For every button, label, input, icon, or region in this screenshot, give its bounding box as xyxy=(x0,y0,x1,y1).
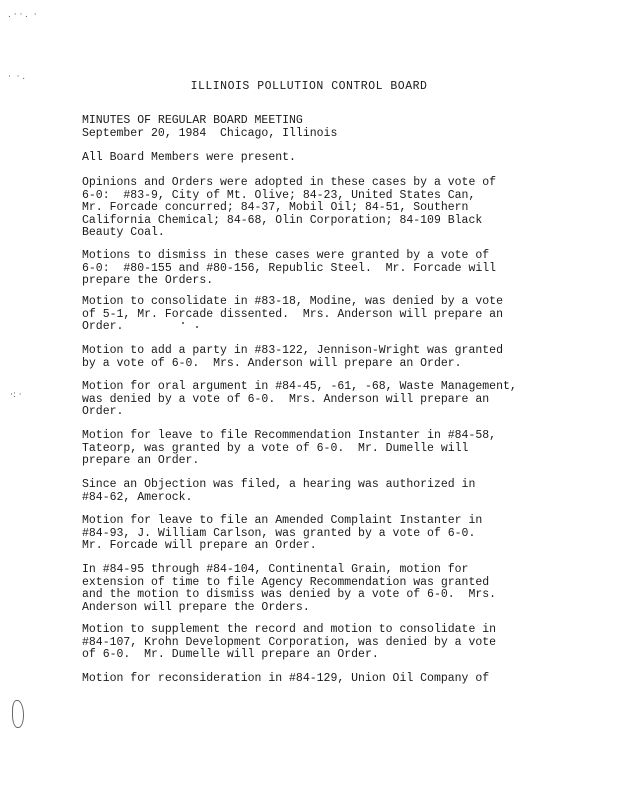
paragraph-line: 6-0: #80-155 and #80-156, Republic Steel. Mr. Forcade will xyxy=(82,261,497,275)
minutes-heading: MINUTES OF REGULAR BOARD MEETING xyxy=(82,114,303,127)
paragraph-motions-dismiss xyxy=(82,250,522,288)
paragraph-line: California Chemical; 84-68, Olin Corporation; 84-109 Black xyxy=(82,213,483,227)
paragraph-line: #84-93, J. William Carlson, was granted by a vote of 6-0. xyxy=(82,526,476,540)
paragraph-line: and the motion to dismiss was denied by a vote of 6-0. Mrs. xyxy=(82,588,497,602)
paragraph-line: Anderson will prepare the Orders. xyxy=(82,600,310,614)
paragraph-motion-oral-argument xyxy=(82,381,522,419)
paragraph-line: Motion for leave to file Recommendation Instanter in #84-58, xyxy=(82,429,497,442)
paragraph-line: prepare an Order. xyxy=(82,454,200,468)
scan-speck-cluster: . · · . · xyxy=(8,10,37,20)
paragraph-line: Motion for oral argument in #84-45, -61, -68, Waste Management, xyxy=(82,380,517,393)
paragraph-objection-hearing xyxy=(82,479,522,504)
paragraph-line: Motion to supplement the record and motion to consolidate in xyxy=(82,623,497,636)
meeting-date-location: September 20, 1984 Chicago, Illinois xyxy=(82,127,338,140)
scan-speck-cluster: · · . xyxy=(8,72,26,82)
paragraph-line: prepare the Orders. xyxy=(82,274,214,288)
paragraph-line: Mr. Forcade will prepare an Order. xyxy=(82,539,317,553)
paragraph-line: was denied by a vote of 6-0. Mrs. Anderson will prepare an xyxy=(82,392,490,406)
paragraph-line: Motion to add a party in #83-122, Jennison-Wright was granted xyxy=(82,344,503,357)
paragraph-attendance xyxy=(82,152,522,165)
paragraph-line: Beauty Coal. xyxy=(82,226,165,240)
paragraph-krohn-development xyxy=(82,624,522,662)
paragraph-line: Motion for leave to file an Amended Complaint Instanter in xyxy=(82,514,483,527)
paragraph-motion-add-party xyxy=(82,345,522,370)
paragraph-line: extension of time to file Agency Recommendation was granted xyxy=(82,575,490,589)
paragraph-line: Motions to dismiss in these cases were granted by a vote of xyxy=(82,249,490,262)
paragraph-motion-recommendation-instanter xyxy=(82,430,522,468)
paragraph-line: In #84-95 through #84-104, Continental Grain, motion for xyxy=(82,563,469,576)
paragraph-line: Since an Objection was filed, a hearing was authorized in xyxy=(82,478,476,491)
scan-speck-cluster: ·: · xyxy=(10,390,22,400)
paragraph-amended-complaint xyxy=(82,515,522,553)
paragraph-line: Motion to consolidate in #83-18, Modine, was denied by a vote xyxy=(82,295,503,308)
paragraph-line: Tateorp, was granted by a vote of 6-0. Mr. Dumelle will xyxy=(82,441,469,455)
paragraph-line: #84-62, Amerock. xyxy=(82,490,193,504)
paragraph-line: by a vote of 6-0. Mrs. Anderson will prepare an Order. xyxy=(82,356,462,370)
paragraph-line: Opinions and Orders were adopted in these cases by a vote of xyxy=(82,176,497,189)
paragraph-continental-grain xyxy=(82,564,522,614)
binding-hole-mark xyxy=(12,700,24,728)
paragraph-union-oil-reconsideration xyxy=(82,673,522,686)
paragraph-motion-consolidate-modine xyxy=(82,296,522,334)
paragraph-line: 6-0: #83-9, City of Mt. Olive; 84-23, United States Can, xyxy=(82,188,476,202)
paragraph-line: of 5-1, Mr. Forcade dissented. Mrs. Anderson will prepare an xyxy=(82,307,503,321)
paragraph-line: All Board Members were present. xyxy=(82,151,296,164)
paragraph-line: #84-107, Krohn Development Corporation, was denied by a vote xyxy=(82,635,497,649)
document-title: ILLINOIS POLLUTION CONTROL BOARD xyxy=(190,80,428,93)
paragraph-line: Order. xyxy=(82,320,124,334)
paragraph-line: of 6-0. Mr. Dumelle will prepare an Order. xyxy=(82,648,379,662)
paragraph-line: Mr. Forcade concurred; 84-37, Mobil Oil; 84-51, Southern xyxy=(82,201,469,215)
paragraph-line: Order. xyxy=(82,405,124,419)
paragraph-opinions-orders xyxy=(82,177,522,240)
paragraph-line: Motion for reconsideration in #84-129, Union Oil Company of xyxy=(82,672,490,685)
